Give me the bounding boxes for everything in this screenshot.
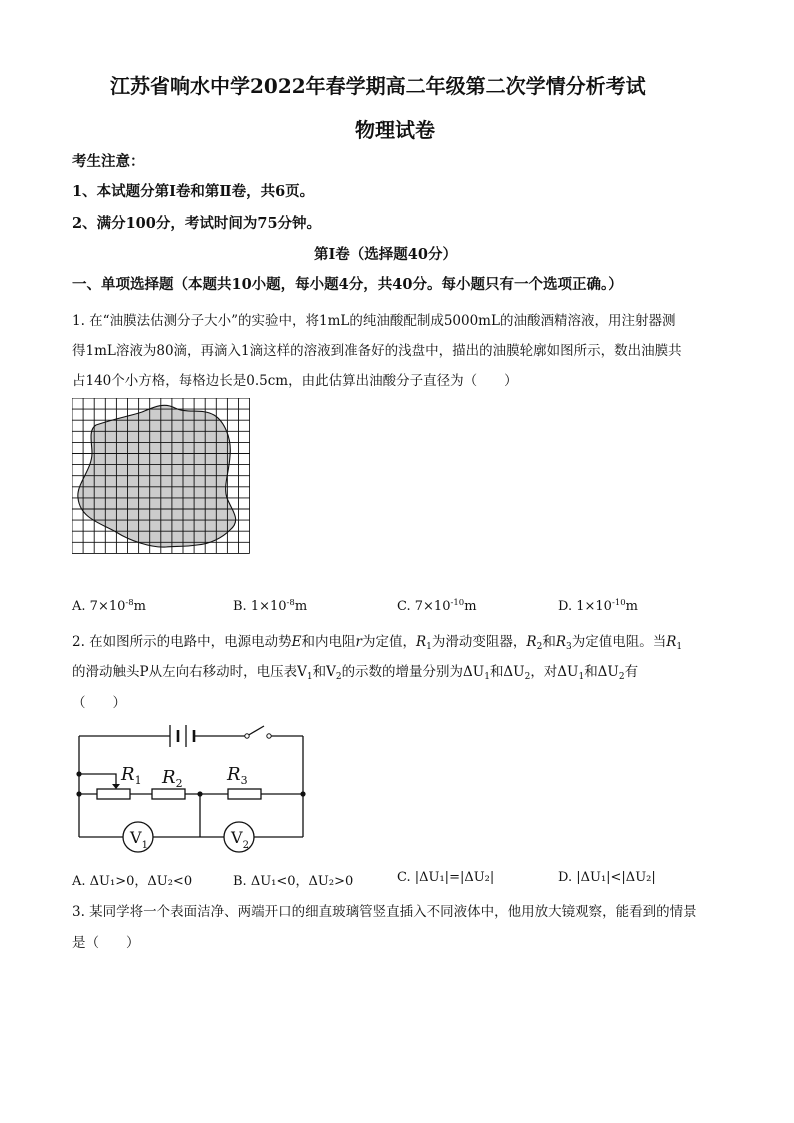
label-v1: V <box>130 828 142 847</box>
q3-line-1: 3. 某同学将一个表面洁净、两端开口的细直玻璃管竖直插入不同液体中，他用放大镜观察，能看到的情景 <box>72 904 697 920</box>
section-instructions: 一、单项选择题（本题共10小题，每小题4分，共40分。每小题只有一个选项正确。） <box>72 276 623 293</box>
q2-line-3: （ ） <box>72 695 126 711</box>
label-r1-sub: 1 <box>134 774 142 787</box>
label-v2: V <box>231 828 243 847</box>
q1-option-d[interactable]: D. $1\times 10^{-10}m$ <box>558 598 638 614</box>
section-title: 第Ⅰ卷（选择题40分） <box>314 246 457 263</box>
q2-option-d[interactable]: D. |ΔU₁|<|ΔU₂| <box>558 870 656 885</box>
label-r1: R <box>121 764 135 785</box>
notice-heading: 考生注意： <box>72 153 145 170</box>
exam-title: 江苏省响水中学2022年春学期高二年级第二次学情分析考试 <box>110 74 646 98</box>
q2-option-b[interactable]: B. ΔU₁<0，ΔU₂>0 <box>233 874 354 889</box>
notice-item-2: 2、满分100分，考试时间为75分钟。 <box>72 215 322 232</box>
svg-text:R1 <box>120 764 142 787</box>
svg-text:R3 <box>226 764 248 787</box>
exam-subtitle: 物理试卷 <box>355 118 435 142</box>
label-r3: R <box>227 764 241 785</box>
label-v1-sub: 1 <box>141 840 148 851</box>
notice-item-1: 1、本试题分第Ⅰ卷和第Ⅱ卷，共6页。 <box>72 183 315 200</box>
q2-line-1: 2. 在如图所示的电路中，电源电动势E和内电阻r为定值，$R_1$为滑动变阻器，$R_2$和$R_3$为定值电阻。当$R_1$ <box>72 634 683 652</box>
q2-line-2: 的滑动触头P从左向右移动时，电压表$V_1$和$V_2$的示数的增量分别为$\Delta U_1$和$\Delta U_2$，对$\Delta U_1$和$\Delta U_2$有 <box>72 664 639 682</box>
q2-option-c[interactable]: C. |ΔU₁|=|ΔU₂| <box>397 870 495 885</box>
circuit-diagram <box>72 722 312 857</box>
q2-option-a[interactable]: A. ΔU₁>0，ΔU₂<0 <box>72 874 193 889</box>
svg-text:R2 <box>161 767 183 790</box>
q1-line-2: 得1mL溶液为80滴，再滴入1滴这样的溶液到准备好的浅盘中，描出的油膜轮廓如图所示，数出油膜共 <box>72 343 682 359</box>
label-v2-sub: 2 <box>242 840 249 851</box>
q1-option-c[interactable]: C. $7\times 10^{-10}m$ <box>397 598 477 614</box>
q3-line-2: 是（ ） <box>72 935 140 951</box>
label-r2-sub: 2 <box>175 777 183 790</box>
label-r3-sub: 3 <box>240 774 248 787</box>
q1-option-b[interactable]: B. $1\times 10^{-8}m$ <box>233 598 308 614</box>
q1-option-a[interactable]: A. $7\times 10^{-8}m$ <box>72 598 146 614</box>
q1-line-3: 占140个小方格，每格边长是0.5cm，由此估算出油酸分子直径为（ ） <box>72 373 518 389</box>
svg-text:V2 <box>230 828 249 851</box>
q1-line-1: 1. 在“油膜法估测分子大小”的实验中，将1mL的纯油酸配制成5000mL的油酸酒精溶液，用注射器测 <box>72 313 676 329</box>
label-r2: R <box>162 767 176 788</box>
oil-film-grid-figure <box>72 398 250 556</box>
svg-text:V1 <box>129 828 148 851</box>
oil-film-outline <box>78 405 236 547</box>
